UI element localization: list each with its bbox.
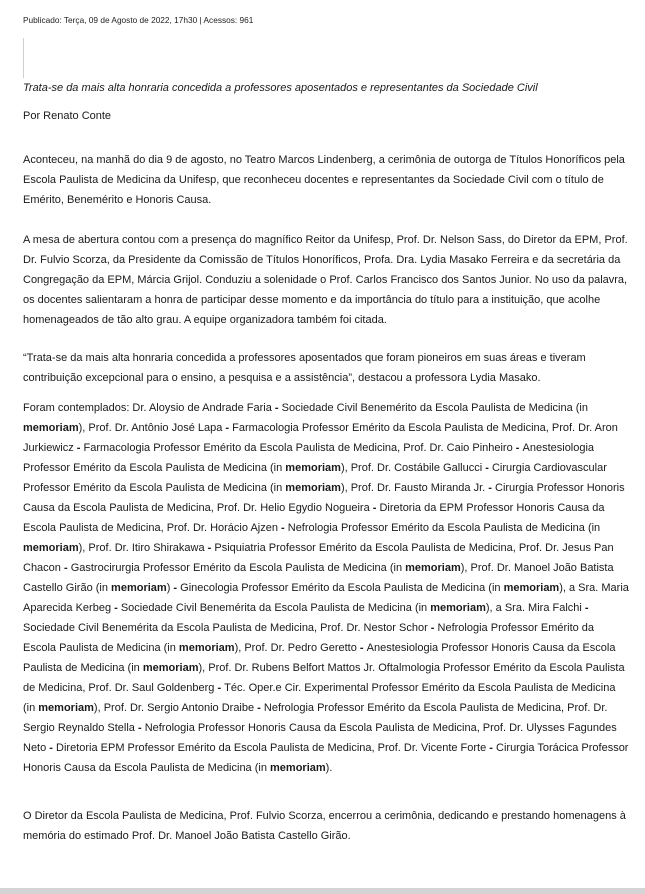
paragraph-opening-table: A mesa de abertura contou com a presença do magnífico Reitor da Unifesp, Prof. Dr. Nelson Sass, do Diretor da EPM, Prof. Dr. Fulvio Scorza, da Presidente da Comissão de Títulos Honoríficos, Profa. Dra. Lydia Masako Ferreira e da secretária da Congregação da EPM, Márcia Grijol. Conduziu a solenidade o Prof. Carlos Francisco dos Santos Junior. No uso da palavra, os docentes salientaram a honra de participar desse momento e da importância do título para a instituição, que acolhe homenageados de tão alto grau. A equipe organizadora também foi citada.	[23, 234, 628, 326]
article-byline: Por Renato Conte	[23, 110, 112, 122]
page-bottom-bar	[0, 888, 645, 894]
paragraph-quote: “Trata-se da mais alta honraria concedida a professores aposentados que foram pioneiros em suas áreas e tiveram contribuição excepcional para o ensino, a pesquisa e a assistência”, destacou a professora Lydia Masako.	[23, 352, 586, 384]
divider	[23, 38, 24, 78]
article-meta: Publicado: Terça, 09 de Agosto de 2022, 17h30 | Acessos: 961	[23, 15, 254, 25]
paragraph-closing: O Diretor da Escola Paulista de Medicina, Prof. Fulvio Scorza, encerrou a cerimônia, dedicando e prestando homenagens à memória do estimado Prof. Dr. Manoel João Batista Castello Girão.	[23, 810, 626, 842]
article-subtitle: Trata-se da mais alta honraria concedida a professores aposentados e representantes da Sociedade Civil	[23, 82, 538, 94]
paragraph-intro: Aconteceu, na manhã do dia 9 de agosto, no Teatro Marcos Lindenberg, a cerimônia de outorga de Títulos Honoríficos pela Escola Paulista de Medicina da Unifesp, que reconheceu docentes e representantes da Sociedade Civil com o título de Emérito, Benemérito e Honoris Causa.	[23, 154, 625, 206]
paragraph-honorees: Foram contemplados: Dr. Aloysio de Andrade Faria - Sociedade Civil Benemérito da Escola Paulista de Medicina (in memoriam), Prof. Dr. Antônio José Lapa - Farmacologia Professor Emérito da Escola Paulista de Medicina, Prof. Dr. Aron Jurkiewicz - Farmacologia Professor Emérito da Escola Paulista de Medicina, Prof. Dr. Caio Pinheiro - Anestesiologia Professor Emérito da Escola Paulista de Medicina (in memoriam), Prof. Dr. Costábile Gallucci - Cirurgia Cardiovascular Professor Emérito da Escola Paulista de Medicina (in memoriam), Prof. Dr. Fausto Miranda Jr. - Cirurgia Professor Honoris Causa da Escola Paulista de Medicina, Prof. Dr. Helio Egydio Nogueira - Diretoria da EPM Professor Honoris Causa da Escola Paulista de Medicina, Prof. Dr. Horácio Ajzen - Nefrologia Professor Emérito da Escola Paulista de Medicina (in memoriam), Prof. Dr. Itiro Shirakawa - Psiquiatria Professor Emérito da Escola Paulista de Medicina, Prof. Dr. Jesus Pan Chacon - Gastrocirurgia Professor Emérito da Escola Paulista de Medicina (in memoriam), Prof. Dr. Manoel João Batista Castello Girão (in memoriam) - Ginecologia Professor Emérito da Escola Paulista de Medicina (in memoriam), a Sra. Maria Aparecida Kerbeg - Sociedade Civil Benemérita da Escola Paulista de Medicina (in memoriam), a Sra. Mira Falchi - Sociedade Civil Benemérita da Escola Paulista de Medicina, Prof. Dr. Nestor Schor - Nefrologia Professor Emérito da Escola Paulista de Medicina (in memoriam), Prof. Dr. Pedro Geretto - Anestesiologia Professor Honoris Causa da Escola Paulista de Medicina (in memoriam), Prof. Dr. Rubens Belfort Mattos Jr. Oftalmologia Professor Emérito da Escola Paulista de Medicina, Prof. Dr. Saul Goldenberg - Téc. Oper.e Cir. Experimental Professor Emérito da Escola Paulista de Medicina (in memoriam), Prof. Dr. Sergio Antonio Draibe - Nefrologia Professor Emérito da Escola Paulista de Medicina, Prof. Dr. Sergio Reynaldo Stella - Nefrologia Professor Honoris Causa da Escola Paulista de Medicina, Prof. Dr. Ulysses Fagundes Neto - Diretoria EPM Professor Emérito da Escola Paulista de Medicina, Prof. Dr. Vicente Forte - Cirurgia Torácica Professor Honoris Causa da Escola Paulista de Medicina (in memoriam).	[23, 402, 629, 774]
